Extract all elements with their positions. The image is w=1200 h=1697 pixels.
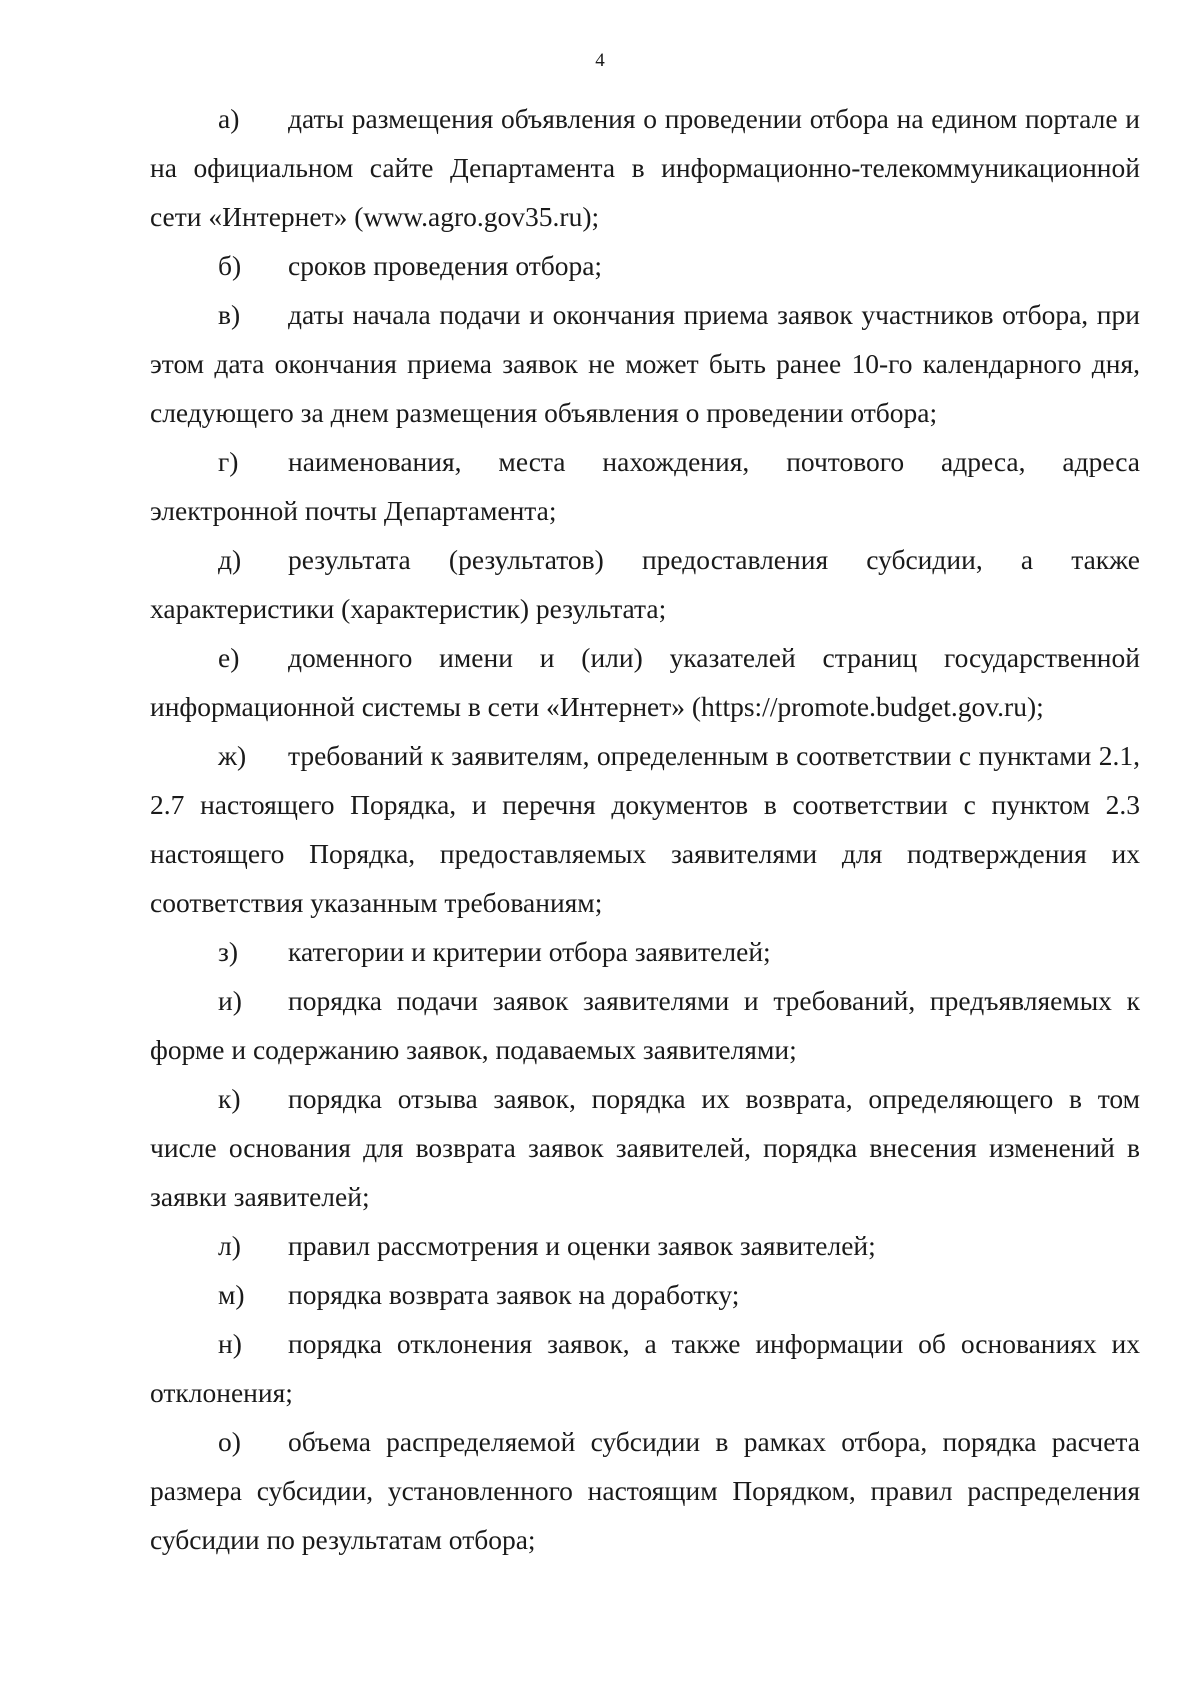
list-item-text: порядка возврата заявок на доработку; <box>288 1279 740 1310</box>
list-item-letter: д) <box>218 544 242 575</box>
list-item-letter: ж) <box>218 740 247 771</box>
list-item-letter: н) <box>218 1328 242 1359</box>
list-item-letter: и) <box>218 985 242 1016</box>
list-item <box>150 535 1140 633</box>
list-item-letter: в) <box>218 299 241 330</box>
list-item-letter: к) <box>218 1083 241 1114</box>
list-item-letter: л) <box>218 1230 241 1261</box>
list-item-text: наименования, места нахождения, почтового адреса, адреса электронной почты Департамента; <box>150 446 1140 526</box>
list-item <box>150 437 1140 535</box>
list-item <box>150 94 1140 241</box>
list-item-text: сроков проведения отбора; <box>288 250 603 281</box>
list-item <box>150 1074 1140 1221</box>
list-item-letter: г) <box>218 446 239 477</box>
list-item <box>150 731 1140 927</box>
list-item <box>150 1319 1140 1417</box>
list-item-letter: а) <box>218 103 240 134</box>
list-item-text: порядка отклонения заявок, а также информации об основаниях их отклонения; <box>150 1328 1140 1408</box>
list-item-text: доменного имени и (или) указателей страниц государственной информационной системы в сети «Интернет» (https://promote.budget.gov.ru); <box>150 642 1140 722</box>
list-item <box>150 290 1140 437</box>
list-item <box>150 927 1140 976</box>
list-item-letter: о) <box>218 1426 241 1457</box>
list-item <box>150 1417 1140 1564</box>
list-item-text: даты начала подачи и окончания приема заявок участников отбора, при этом дата окончания приема заявок не может быть ранее 10-го календарного дня, следующего за днем размещения объявления о проведении отбора; <box>150 299 1140 428</box>
list-item-text: порядка отзыва заявок, порядка их возврата, определяющего в том числе основания для возврата заявок заявителей, порядка внесения изменений в заявки заявителей; <box>150 1083 1140 1212</box>
page-number: 4 <box>595 50 605 71</box>
list-item-text: даты размещения объявления о проведении отбора на едином портале и на официальном сайте Департамента в информационно-телекоммуникационной сети «Интернет» (www.agro.gov35.ru); <box>150 103 1140 232</box>
list-item <box>150 1221 1140 1270</box>
list-item <box>150 633 1140 731</box>
list-item-letter: е) <box>218 642 240 673</box>
list-item-text: объема распределяемой субсидии в рамках отбора, порядка расчета размера субсидии, установленного настоящим Порядком, правил распределения субсидии по результатам отбора; <box>150 1426 1140 1555</box>
list-item <box>150 241 1140 290</box>
list-item-text: порядка подачи заявок заявителями и требований, предъявляемых к форме и содержанию заявок, подаваемых заявителями; <box>150 985 1140 1065</box>
list-item-letter: б) <box>218 250 242 281</box>
list-item-text: правил рассмотрения и оценки заявок заявителей; <box>288 1230 876 1261</box>
list-item-text: требований к заявителям, определенным в соответствии с пунктами 2.1, 2.7 настоящего Порядка, и перечня документов в соответствии с пунктом 2.3 настоящего Порядка, предоставляемых заявителями для подтверждения их соответствия указанным требованиям; <box>150 740 1140 918</box>
list-item-letter: м) <box>218 1279 245 1310</box>
list-item-text: категории и критерии отбора заявителей; <box>288 936 771 967</box>
document-body <box>150 94 1140 1564</box>
list-item <box>150 976 1140 1074</box>
list-item-text: результата (результатов) предоставления субсидии, а также характеристики (характеристик) результата; <box>150 544 1140 624</box>
list-item-letter: з) <box>218 936 239 967</box>
list-item <box>150 1270 1140 1319</box>
